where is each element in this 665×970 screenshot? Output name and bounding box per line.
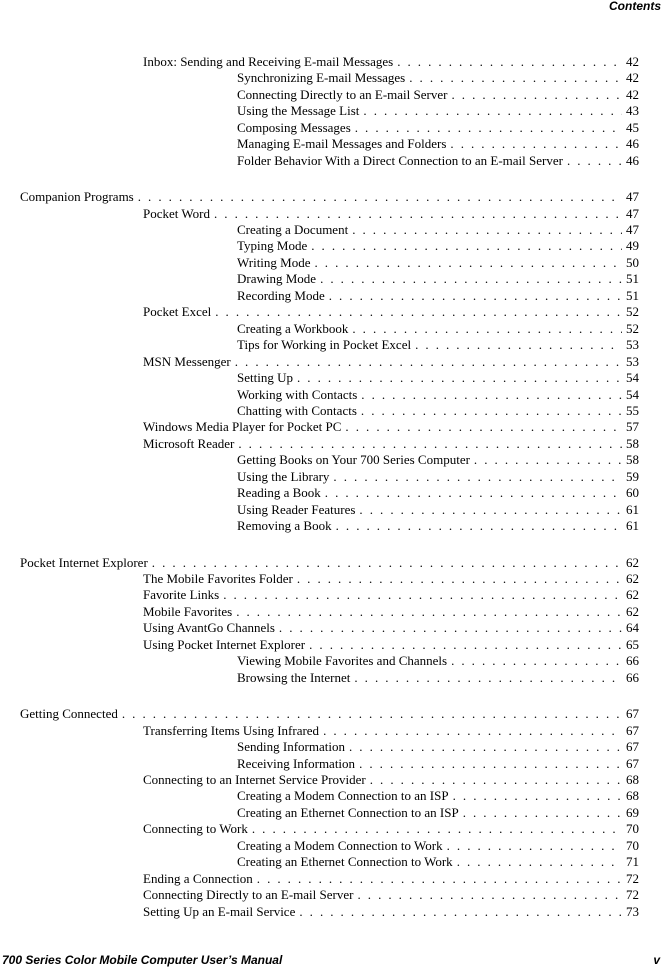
toc-leader-dots [311,237,622,254]
toc-entry[interactable] [237,468,639,485]
toc-entry-page: 64 [626,620,639,635]
toc-entry-title: Working with Contacts [237,387,358,402]
toc-entry-title: Creating a Modem Connection to an ISP [237,788,449,803]
toc-entry-title: Using the Message List [237,103,360,118]
toc-leader-dots [122,705,622,722]
toc-entry[interactable] [143,619,639,636]
toc-entry-title: Creating an Ethernet Connection to Work [237,854,453,869]
toc-leader-dots [320,270,622,287]
toc-entry-title: Creating a Document [237,222,349,237]
toc-leader-dots [297,570,622,587]
toc-leader-dots [223,586,622,603]
toc-entry-page: 47 [626,189,639,204]
toc-entry-page: 73 [626,904,639,919]
toc-entry-page: 55 [626,403,639,418]
toc-entry-page: 67 [626,723,639,738]
toc-entry[interactable] [237,102,639,119]
toc-entry-title: Recording Mode [237,288,325,303]
toc-entry-page: 42 [626,70,639,85]
toc-entry-page: 68 [626,788,639,803]
toc-entry-title: Writing Mode [237,255,311,270]
toc-entry-page: 59 [626,469,639,484]
toc-leader-dots [257,870,622,887]
toc-entry-page: 68 [626,772,639,787]
toc-entry-page: 67 [626,756,639,771]
toc-leader-dots [361,386,622,403]
toc-entry[interactable] [143,53,639,70]
toc-entry-page: 62 [626,587,639,602]
toc-entry-title: Synchronizing E-mail Messages [237,70,406,85]
toc-entry-title: Typing Mode [237,238,308,253]
toc-entry[interactable] [237,287,639,304]
toc-entry[interactable] [237,669,639,686]
toc-entry-title: Pocket Internet Explorer [20,555,148,570]
toc-entry-title: Pocket Excel [143,304,212,319]
toc-entry-title: MSN Messenger [143,354,231,369]
toc-entry-title: Pocket Word [143,206,210,221]
toc-entry-page: 52 [626,321,639,336]
toc-entry[interactable] [143,820,639,837]
toc-entry-page: 54 [626,370,639,385]
toc-leader-dots [359,755,622,772]
toc-entry-page: 42 [626,87,639,102]
toc-entry-page: 53 [626,354,639,369]
toc-entry-title: Tips for Working in Pocket Excel [237,337,412,352]
toc-leader-dots [352,221,622,238]
toc-entry[interactable] [237,336,639,353]
toc-entry-title: Windows Media Player for Pocket PC [143,419,342,434]
toc-entry[interactable] [143,722,639,739]
toc-leader-dots [309,636,622,653]
toc-leader-dots [370,771,622,788]
toc-entry-page: 71 [626,854,639,869]
toc-entry-title: Companion Programs [20,189,134,204]
toc-entry-page: 67 [626,706,639,721]
toc-entry-page: 70 [626,838,639,853]
toc-leader-dots [397,53,622,70]
toc-leader-dots [152,554,622,571]
toc-leader-dots [415,336,622,353]
toc-leader-dots [474,451,622,468]
toc-leader-dots [238,435,622,452]
toc-entry[interactable] [143,435,639,452]
toc-leader-dots [451,652,622,669]
toc-entry-title: Inbox: Sending and Receiving E-mail Messages [143,54,394,69]
toc-leader-dots [409,69,622,86]
toc-entry-title: Using Pocket Internet Explorer [143,637,306,652]
toc-entry-title: Sending Information [237,739,345,754]
toc-leader-dots [252,820,622,837]
toc-entry-title: Browsing the Internet [237,670,351,685]
toc-entry[interactable] [20,705,639,722]
toc-entry[interactable] [237,451,639,468]
toc-entry-title: Using Reader Features [237,502,356,517]
toc-entry[interactable] [237,237,639,254]
toc-leader-dots [329,287,622,304]
toc-entry[interactable] [143,353,639,370]
toc-entry-page: 70 [626,821,639,836]
toc-entry-page: 54 [626,387,639,402]
toc-entry-page: 67 [626,739,639,754]
toc-entry-title: Connecting to an Internet Service Provider [143,772,366,787]
toc-entry-title: Connecting to Work [143,821,248,836]
toc-leader-dots [336,517,622,534]
toc-leader-dots [567,152,622,169]
toc-entry[interactable] [143,418,639,435]
toc-entry[interactable] [237,86,639,103]
toc-entry-page: 62 [626,571,639,586]
toc-leader-dots [447,837,622,854]
toc-entry[interactable] [143,870,639,887]
toc-entry-title: Microsoft Reader [143,436,235,451]
toc-leader-dots [457,853,622,870]
toc-entry[interactable] [237,738,639,755]
toc-entry-title: Getting Connected [20,706,118,721]
toc-leader-dots [357,886,622,903]
toc-leader-dots [215,303,622,320]
toc-entry[interactable] [237,837,639,854]
page-number: v [653,953,660,967]
toc-entry[interactable] [143,205,639,222]
toc-entry[interactable] [143,771,639,788]
toc-entry-title: Mobile Favorites [143,604,233,619]
toc-entry-page: 62 [626,604,639,619]
toc-entry-title: Creating a Workbook [237,321,349,336]
toc-entry-page: 49 [626,238,639,253]
toc-entry-page: 72 [626,871,639,886]
toc-entry-page: 58 [626,436,639,451]
toc-entry-title: Transferring Items Using Infrared [143,723,320,738]
running-footer [2,953,660,967]
toc-leader-dots [235,353,622,370]
toc-entry[interactable] [237,402,639,419]
toc-entry-title: Chatting with Contacts [237,403,357,418]
toc-entry[interactable] [237,755,639,772]
toc-entry-title: Using the Library [237,469,330,484]
toc-entry[interactable] [143,603,639,620]
toc-entry[interactable] [237,804,639,821]
toc-entry[interactable] [237,320,639,337]
toc-entry-page: 62 [626,555,639,570]
toc-entry-title: Removing a Book [237,518,332,533]
toc-entry-title: Folder Behavior With a Direct Connection to an E-mail Server [237,153,563,168]
toc-leader-dots [450,135,622,152]
toc-entry-page: 60 [626,485,639,500]
toc-leader-dots [315,254,623,271]
toc-leader-dots [359,501,622,518]
toc-entry[interactable] [237,484,639,501]
toc-leader-dots [236,603,622,620]
toc-leader-dots [138,188,622,205]
toc-entry[interactable] [237,254,639,271]
toc-leader-dots [352,320,622,337]
toc-leader-dots [214,205,622,222]
toc-entry-page: 66 [626,670,639,685]
toc-leader-dots [325,484,622,501]
toc-entry[interactable] [143,586,639,603]
toc-entry-page: 61 [626,502,639,517]
toc-entry-title: Creating a Modem Connection to Work [237,838,443,853]
toc-entry-title: Drawing Mode [237,271,317,286]
toc-entry[interactable] [237,152,639,169]
toc-leader-dots [363,102,622,119]
toc-entry-page: 45 [626,120,639,135]
toc-entry[interactable] [143,903,639,920]
toc-leader-dots [453,787,622,804]
toc-entry[interactable] [237,501,639,518]
toc-leader-dots [323,722,622,739]
toc-entry-title: Setting Up an E-mail Service [143,904,296,919]
toc-entry[interactable] [237,853,639,870]
toc-entry-title: Setting Up [237,370,293,385]
toc-entry-page: 69 [626,805,639,820]
toc-entry-title: Using AvantGo Channels [143,620,275,635]
toc-entry[interactable] [143,570,639,587]
toc-entry[interactable] [237,270,639,287]
toc-entry[interactable] [143,303,639,320]
toc-entry-page: 46 [626,153,639,168]
toc-entry-page: 52 [626,304,639,319]
toc-entry-title: Receiving Information [237,756,356,771]
toc-entry-title: Ending a Connection [143,871,253,886]
toc-entry-page: 51 [626,271,639,286]
toc-entry[interactable] [237,386,639,403]
toc-entry[interactable] [237,652,639,669]
toc-entry-title: Reading a Book [237,485,321,500]
toc-entry-page: 47 [626,222,639,237]
toc-leader-dots [349,738,622,755]
toc-entry-page: 50 [626,255,639,270]
toc-leader-dots [361,402,622,419]
toc-entry[interactable] [20,554,639,571]
toc-entry-title: Viewing Mobile Favorites and Channels [237,653,448,668]
toc-entry-page: 61 [626,518,639,533]
toc-leader-dots [463,804,622,821]
toc-leader-dots [354,669,622,686]
running-header: Contents [609,0,661,13]
toc-entry[interactable] [143,636,639,653]
toc-entry[interactable] [237,517,639,534]
toc-entry-page: 57 [626,419,639,434]
manual-title: 700 Series Color Mobile Computer User’s Manual [2,953,283,967]
toc-entry-title: Getting Books on Your 700 Series Computer [237,452,470,467]
toc-entry-page: 58 [626,452,639,467]
toc-entry[interactable] [237,69,639,86]
toc-entry[interactable] [237,787,639,804]
toc-leader-dots [333,468,622,485]
toc-entry-page: 42 [626,54,639,69]
toc-entry[interactable] [237,369,639,386]
toc-leader-dots [297,369,622,386]
toc-entry[interactable] [20,188,639,205]
toc-entry-title: The Mobile Favorites Folder [143,571,293,586]
toc-leader-dots [279,619,622,636]
toc-leader-dots [299,903,622,920]
toc-entry-title: Composing Messages [237,120,351,135]
toc-entry-page: 46 [626,136,639,151]
toc-entry-page: 72 [626,887,639,902]
toc-entry-page: 47 [626,206,639,221]
toc-entry[interactable] [237,221,639,238]
toc-leader-dots [355,119,622,136]
toc-entry[interactable] [237,135,639,152]
toc-entry[interactable] [237,119,639,136]
toc-leader-dots [451,86,622,103]
toc-entry-title: Creating an Ethernet Connection to an ISP [237,805,459,820]
toc-entry-title: Favorite Links [143,587,220,602]
toc-entry-title: Connecting Directly to an E-mail Server [237,87,448,102]
toc-entry-title: Connecting Directly to an E-mail Server [143,887,354,902]
toc-entry-page: 43 [626,103,639,118]
toc-entry-page: 51 [626,288,639,303]
toc-entry-title: Managing E-mail Messages and Folders [237,136,447,151]
toc-leader-dots [345,418,622,435]
toc-entry[interactable] [143,886,639,903]
toc-entry-page: 53 [626,337,639,352]
toc-entry-page: 65 [626,637,639,652]
toc-entry-page: 66 [626,653,639,668]
